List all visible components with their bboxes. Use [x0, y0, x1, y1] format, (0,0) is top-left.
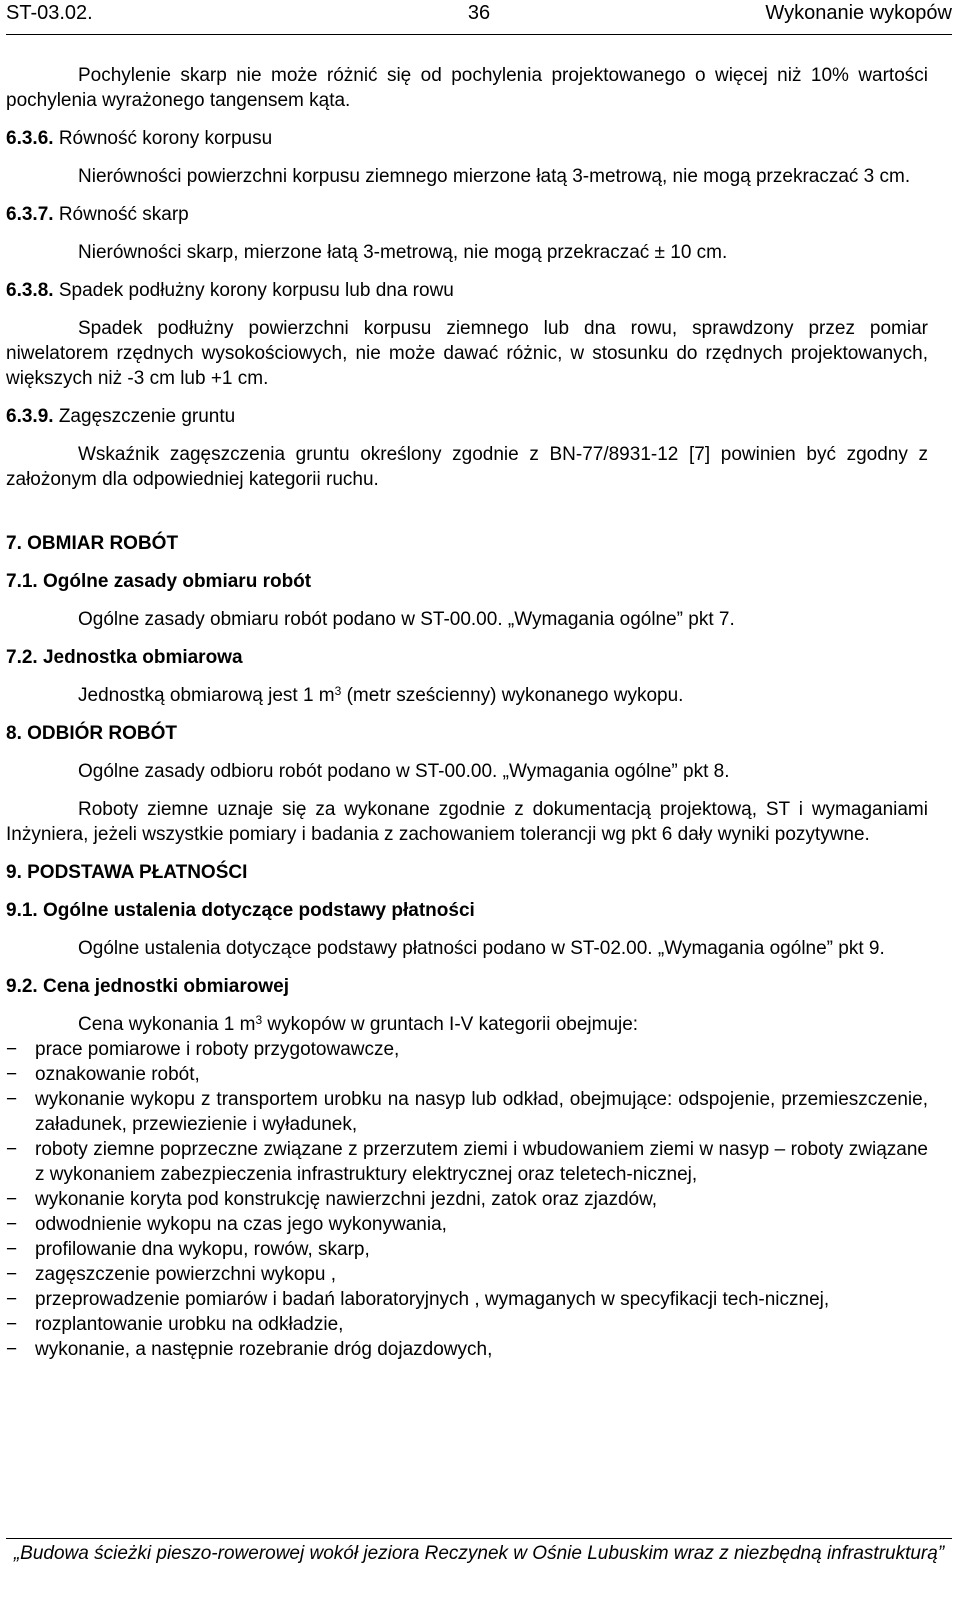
section-8-heading: 8. ODBIÓR ROBÓT: [6, 723, 178, 744]
section-7-1-text: Ogólne zasady obmiaru robót podano w ST-00.00. „Wymagania ogólne” pkt 7.: [78, 609, 735, 630]
footer-divider: [6, 1538, 952, 1539]
list-item: [6, 1287, 928, 1312]
page-footer: „Budowa ścieżki pieszo-rowerowej wokół jeziora Reczynek w Ośnie Lubuskim wraz z niezbędną infrastrukturą”: [13, 1543, 945, 1564]
section-number: 6.3.9.: [6, 406, 54, 427]
text-run: wykopów w gruntach I-V kategorii obejmuje:: [262, 1014, 639, 1035]
dash-bullet: −: [6, 1214, 18, 1235]
section-6-3-9-heading: [6, 404, 928, 429]
header-page-number: 36: [467, 2, 491, 24]
section-6-3-7-heading: [6, 202, 928, 227]
text-run: Jednostką obmiarową jest 1 m: [78, 685, 335, 706]
list-item: [6, 1337, 928, 1362]
section-number: 6.3.6.: [6, 128, 54, 149]
dash-bullet: −: [6, 1139, 18, 1160]
list-item-text: wykonanie koryta pod konstrukcję nawierzchni jezdni, zatok oraz zjazdów,: [35, 1189, 658, 1210]
section-7-2-text: [6, 683, 928, 708]
list-item-text: prace pomiarowe i roboty przygotowawcze,: [35, 1039, 400, 1060]
list-item-text: roboty ziemne poprzeczne związane z przerzutem ziemi i wbudowaniem ziemi w nasyp – roboty związane z wykonaniem zabezpieczenia infrastruktury elektrycznej oraz teletech-nicznej,: [35, 1139, 928, 1185]
header-divider: [6, 34, 952, 35]
section-6-3-8-heading: [6, 278, 928, 303]
section-6-3-6-heading: [6, 126, 928, 151]
list-item-text: profilowanie dna wykopu, rowów, skarp,: [35, 1239, 370, 1260]
section-8-text-2: Roboty ziemne uznaje się za wykonane zgodnie z dokumentacją projektową, ST i wymaganiami Inżyniera, jeżeli wszystkie pomiary i badania z zachowaniem tolerancji wg pkt 6 dały wyniki pozytywne.: [6, 799, 928, 845]
section-number: 6.3.7.: [6, 204, 54, 225]
section-6-3-9-text: Wskaźnik zagęszczenia gruntu określony zgodnie z BN-77/8931-12 [7] powinien być zgodny z założonym dla odpowiedniej kategorii ruchu.: [6, 444, 928, 490]
section-7-1-heading: 7.1. Ogólne zasady obmiaru robót: [6, 571, 312, 592]
list-item: [6, 1062, 928, 1087]
dash-bullet: −: [6, 1339, 18, 1360]
dash-bullet: −: [6, 1189, 18, 1210]
list-item-text: odwodnienie wykopu na czas jego wykonywania,: [35, 1214, 447, 1235]
spacer: [6, 505, 928, 531]
section-9-1-text: Ogólne ustalenia dotyczące podstawy płatności podano w ST-02.00. „Wymagania ogólne” pkt 9.: [78, 938, 885, 959]
superscript: 3: [255, 1013, 263, 1027]
dash-bullet: −: [6, 1314, 18, 1335]
dash-bullet: −: [6, 1239, 18, 1260]
section-title: Spadek podłużny korony korpusu lub dna rowu: [58, 280, 454, 301]
list-item: [6, 1262, 928, 1287]
cost-items-list: [6, 1037, 928, 1362]
dash-bullet: −: [6, 1264, 18, 1285]
section-9-heading: 9. PODSTAWA PŁATNOŚCI: [6, 862, 248, 883]
text-run: (metr sześcienny) wykonanego wykopu.: [341, 685, 684, 706]
section-6-3-7-text: Nierówności skarp, mierzone łatą 3-metrową, nie mogą przekraczać ± 10 cm.: [78, 242, 728, 263]
document-body: [6, 63, 928, 1362]
section-7-heading: 7. OBMIAR ROBÓT: [6, 533, 179, 554]
header-doc-code: ST-03.02.: [6, 2, 93, 24]
text-run: Cena wykonania 1 m: [78, 1014, 256, 1035]
dash-bullet: −: [6, 1039, 18, 1060]
section-number: 6.3.8.: [6, 280, 54, 301]
header-section-title: Wykonanie wykopów: [765, 2, 952, 24]
list-item: [6, 1187, 928, 1212]
list-item-text: zagęszczenie powierzchni wykopu ,: [35, 1264, 336, 1285]
superscript: 3: [334, 684, 342, 698]
section-title: Równość korony korpusu: [58, 128, 273, 149]
list-item-text: przeprowadzenie pomiarów i badań laboratoryjnych , wymaganych w specyfikacji tech-nicznej,: [35, 1289, 830, 1310]
section-9-2-heading: 9.2. Cena jednostki obmiarowej: [6, 976, 289, 997]
list-item: [6, 1037, 928, 1062]
section-title: Równość skarp: [58, 204, 189, 225]
list-item: [6, 1312, 928, 1337]
page-header: [6, 0, 952, 36]
section-9-1-heading: 9.1. Ogólne ustalenia dotyczące podstawy płatności: [6, 900, 475, 921]
list-item: [6, 1137, 928, 1187]
dash-bullet: −: [6, 1289, 18, 1310]
list-item: [6, 1087, 928, 1137]
section-9-2-intro: [6, 1012, 928, 1037]
section-title: Zagęszczenie gruntu: [58, 406, 236, 427]
section-6-3-8-text: Spadek podłużny powierzchni korpusu ziemnego lub dna rowu, sprawdzony przez pomiar niwelatorem rzędnych wysokościowych, nie może dawać różnic, w stosunku do rzędnych projektowanych, większych niż -3 cm lub +1 cm.: [6, 318, 928, 389]
paragraph-skarpy: Pochylenie skarp nie może różnić się od pochylenia projektowanego o więcej niż 10% wartości pochylenia wyrażonego tangensem kąta.: [6, 65, 928, 111]
section-8-text-1: Ogólne zasady odbioru robót podano w ST-00.00. „Wymagania ogólne” pkt 8.: [78, 761, 730, 782]
list-item: [6, 1237, 928, 1262]
section-6-3-6-text: Nierówności powierzchni korpusu ziemnego mierzone łatą 3-metrową, nie mogą przekraczać 3 cm.: [78, 166, 911, 187]
list-item-text: oznakowanie robót,: [35, 1064, 200, 1085]
section-7-2-heading: 7.2. Jednostka obmiarowa: [6, 647, 243, 668]
list-item-text: rozplantowanie urobku na odkładzie,: [35, 1314, 344, 1335]
dash-bullet: −: [6, 1089, 18, 1110]
dash-bullet: −: [6, 1064, 18, 1085]
list-item: [6, 1212, 928, 1237]
list-item-text: wykonanie, a następnie rozebranie dróg dojazdowych,: [35, 1339, 493, 1360]
list-item-text: wykonanie wykopu z transportem urobku na nasyp lub odkład, obejmujące: odspojenie, przemieszczenie, załadunek, przewiezienie i wyładunek,: [35, 1089, 928, 1135]
